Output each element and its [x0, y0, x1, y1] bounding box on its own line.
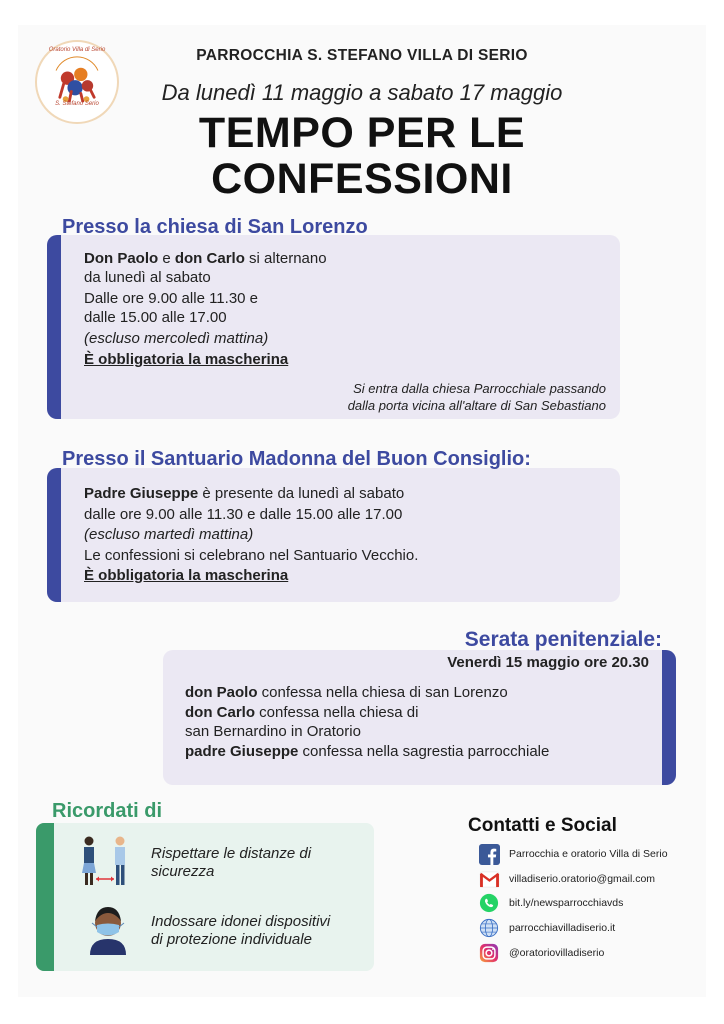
entrance-note: [348, 380, 606, 414]
ricordati-item-mask: [151, 913, 330, 949]
serata-giuseppe-text: confessa nella sagrestia parrocchiale: [298, 743, 550, 760]
contact-text: bit.ly/newsparrocchiavds: [509, 897, 624, 909]
contact-instagram[interactable]: [478, 942, 604, 964]
santuario-place: Le confessioni si celebrano nel Santuario Vecchio.: [84, 546, 419, 564]
ricordati-box: [36, 823, 374, 971]
serata-carlo-name: don Carlo: [185, 704, 255, 721]
serata-bar: [662, 650, 676, 785]
contact-email[interactable]: [478, 868, 655, 890]
alternate-text: si alternano: [244, 250, 327, 267]
santuario-box: [47, 468, 620, 602]
date-range: Da lunedì 11 maggio a sabato 17 maggio: [161, 80, 563, 105]
contact-website[interactable]: [478, 917, 615, 939]
logo-text-top: Oratorio Villa di Serio: [48, 47, 106, 53]
padre-giuseppe-name: Padre Giuseppe: [84, 485, 199, 502]
serata-date: Venerdì 15 maggio ore 20.30: [447, 654, 649, 671]
conjunction: e: [158, 250, 175, 267]
entrance-note-line-1: Si entra dalla chiesa Parrocchiale passando: [353, 381, 606, 396]
page-title: [0, 110, 724, 202]
social-distance-icon: [80, 835, 130, 887]
facebook-icon: [478, 843, 500, 865]
contacts-heading: Contatti e Social: [468, 815, 617, 836]
santuario-hours: dalle ore 9.00 alle 11.30 e dalle 15.00 alle 17.00: [84, 505, 403, 523]
excluded-text: (escluso mercoledì mattina): [84, 330, 269, 347]
contact-text: Parrocchia e oratorio Villa di Serio: [509, 848, 668, 860]
ricordati-item-distance: [151, 845, 311, 881]
instagram-icon: [478, 942, 500, 964]
entrance-note-line-2: dalla porta vicina all'altare di San Sebastiano: [347, 398, 606, 413]
don-paolo-name: Don Paolo: [84, 250, 159, 267]
don-carlo-name: don Carlo: [174, 250, 245, 267]
whatsapp-icon: [478, 892, 500, 914]
contact-facebook[interactable]: [478, 843, 668, 865]
san-lorenzo-heading: Presso la chiesa di San Lorenzo: [62, 216, 368, 238]
contact-text: villadiserio.oratorio@gmail.com: [509, 873, 656, 885]
serata-text: [185, 683, 645, 761]
santuario-heading: Presso il Santuario Madonna del Buon Consiglio:: [62, 448, 531, 470]
distance-line-1: Rispettare le distanze di: [151, 845, 312, 862]
mask-line-1: Indossare idonei dispositivi: [151, 913, 331, 930]
web-icon: [478, 917, 500, 939]
ricordati-heading: Ricordati di: [52, 800, 163, 822]
distance-line-2: sicurezza: [151, 863, 215, 880]
days-text: da lunedì al sabato: [84, 269, 211, 286]
hours-line-2: dalle 15.00 alle 17.00: [84, 309, 227, 326]
san-lorenzo-text: [84, 249, 504, 369]
serata-paolo-text: confessa nella chiesa di san Lorenzo: [257, 684, 508, 701]
title-line-1: TEMPO PER LE: [198, 109, 526, 157]
santuario-mask-notice: È obbligatoria la mascherina: [84, 567, 289, 584]
title-line-2: CONFESSIONI: [211, 155, 513, 203]
serata-paolo-name: don Paolo: [185, 684, 258, 701]
serata-carlo-text: confessa nella chiesa di: [255, 704, 419, 721]
hours-line-1: Dalle ore 9.00 alle 11.30 e: [84, 290, 259, 307]
santuario-excluded: (escluso martedì mattina): [84, 526, 254, 543]
ricordati-bar: [36, 823, 54, 971]
parish-name: PARROCCHIA S. STEFANO VILLA DI SERIO: [196, 47, 528, 64]
contact-text: parrocchiavilladiserio.it: [509, 922, 616, 934]
presence-text: è presente da lunedì al sabato: [198, 485, 405, 502]
serata-giuseppe-name: padre Giuseppe: [185, 743, 299, 760]
serata-heading: Serata penitenziale:: [464, 628, 662, 651]
mask-line-2: di protezione individuale: [151, 931, 312, 948]
san-lorenzo-bar: [47, 235, 61, 419]
san-lorenzo-box: [47, 235, 620, 419]
contact-whatsapp[interactable]: [478, 892, 623, 914]
mask-notice: È obbligatoria la mascherina: [84, 351, 289, 368]
face-mask-icon: [86, 905, 130, 955]
santuario-bar: [47, 468, 61, 602]
santuario-text: [84, 484, 604, 587]
contact-text: @oratoriovilladiserio: [509, 947, 605, 959]
logo-text-bottom: S. Stefano Serio: [55, 101, 99, 107]
serata-carlo-text-2: san Bernardino in Oratorio: [185, 723, 361, 740]
gmail-icon: [478, 868, 500, 890]
